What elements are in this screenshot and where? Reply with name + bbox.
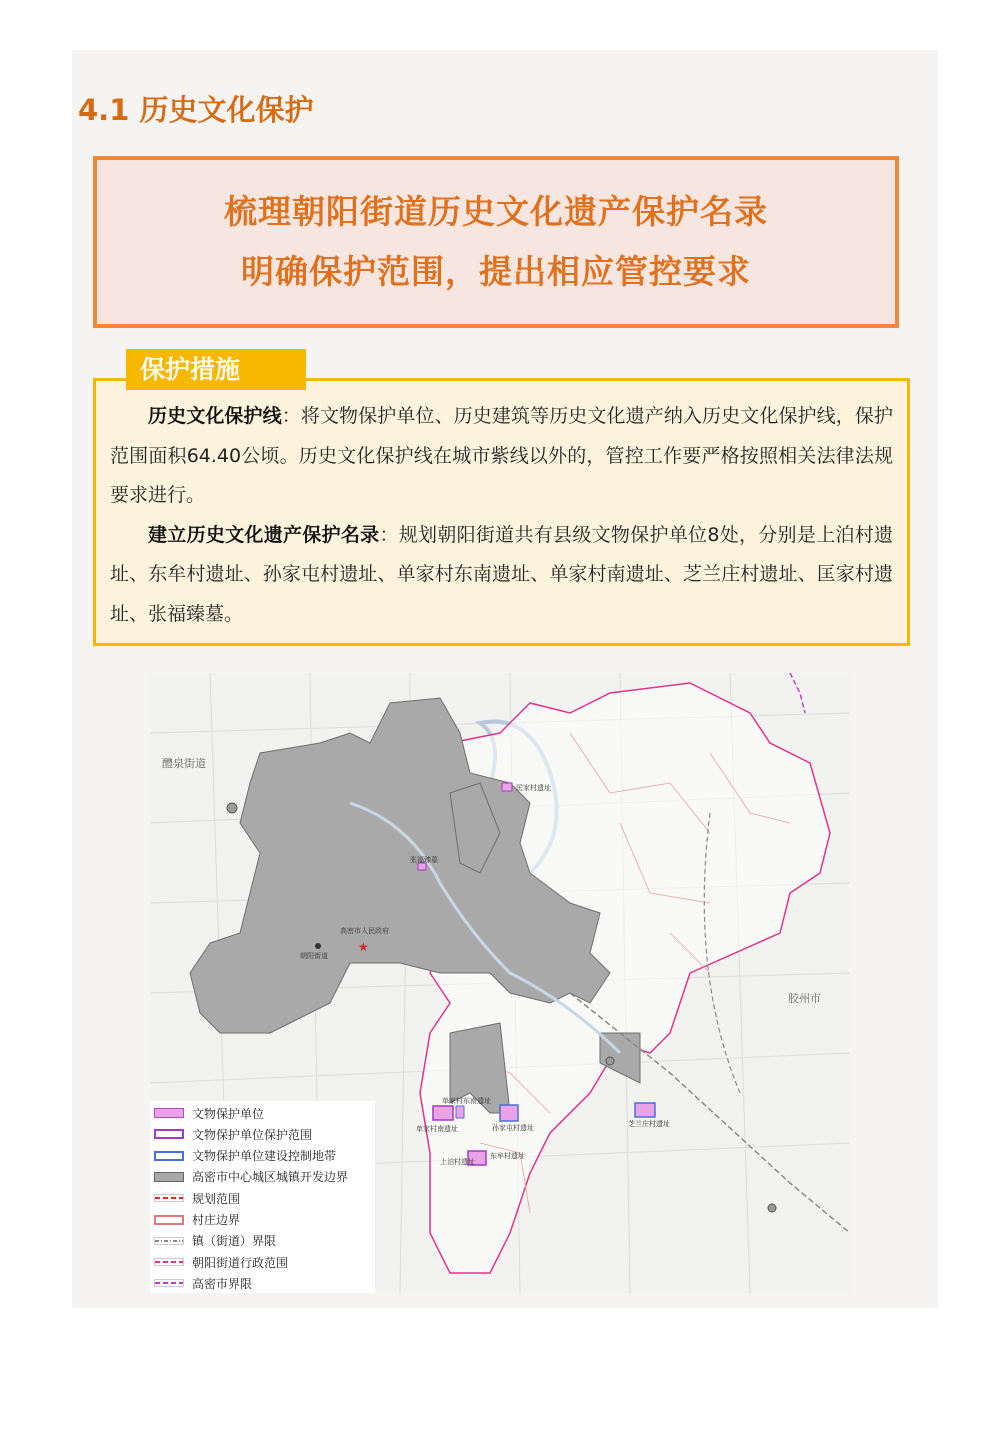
- paragraph-protection-line: [110, 397, 893, 516]
- paragraph-text: ：规划朝阳街道共有县级文物保护单位8处，分别是上泊村遗址、东牟村遗址、孙家屯村遗址、单家村东南遗址、单家村南遗址、芝兰庄村遗址、匡家村遗址、张福臻墓。: [110, 523, 893, 625]
- legend-item: [154, 1126, 312, 1142]
- legend-swatch: [154, 1237, 184, 1245]
- legend-item: [154, 1275, 252, 1291]
- site-label-sunjiatun: 孙家屯村遗址: [492, 1124, 534, 1132]
- legend-item: [154, 1169, 348, 1185]
- map-legend: [150, 1101, 375, 1293]
- legend-swatch: [154, 1108, 184, 1118]
- site-label-dongmu: 东牟村遗址: [490, 1152, 525, 1160]
- legend-label: 高密市中心城区城镇开发边界: [192, 1170, 349, 1185]
- heritage-map: [150, 673, 850, 1293]
- legend-label: 文物保护单位保护范围: [192, 1127, 313, 1142]
- section-title: 4.1 历史文化保护: [78, 93, 314, 127]
- legend-item: [154, 1105, 264, 1121]
- paragraph-lead: 建立历史文化遗产保护名录: [148, 523, 380, 546]
- site-label-kuangjia: 匡家村遗址: [516, 784, 551, 792]
- legend-swatch: [154, 1279, 184, 1287]
- paragraph-lead: 历史文化保护线: [148, 405, 282, 427]
- map-label-chaoyang: 朝阳街道: [300, 952, 328, 960]
- site-label-shangbo: 上泊村遗址: [440, 1158, 475, 1166]
- legend-swatch: [154, 1194, 184, 1202]
- paragraph-text: ：将文物保护单位、历史建筑等历史文化遗产纳入历史文化保护线，保护范围面积64.40公顷。历史文化保护线在城市紫线以外的，管控工作要严格按照相关法律法规要求进行。: [110, 405, 893, 506]
- legend-swatch: [154, 1215, 184, 1225]
- site-label-shanjia-south: 单家村南遗址: [416, 1125, 458, 1133]
- legend-swatch: [154, 1258, 184, 1266]
- site-label-zhangfuzhen: 张福臻墓: [410, 856, 438, 864]
- site-label-shanjia-southeast: 单家村东南遗址: [442, 1097, 491, 1105]
- map-label-jiaozhou: 胶州市: [788, 992, 821, 1005]
- legend-label: 文物保护单位建设控制地带: [192, 1149, 337, 1164]
- headline-line-2: 明确保护范围，提出相应管控要求: [241, 252, 751, 291]
- legend-item: [154, 1212, 240, 1228]
- legend-label: 镇（街道）界限: [192, 1234, 277, 1249]
- legend-item: [154, 1190, 240, 1206]
- legend-item: [154, 1148, 336, 1164]
- legend-swatch: [154, 1151, 184, 1161]
- measures-box: [93, 378, 910, 646]
- measures-tab: 保护措施: [126, 349, 306, 390]
- legend-label: 朝阳街道行政范围: [192, 1255, 289, 1270]
- legend-item: [154, 1233, 276, 1249]
- headline-line-1: 梳理朝阳街道历史文化遗产保护名录: [224, 192, 768, 231]
- site-label-zhilanzhuang: 芝兰庄村遗址: [628, 1120, 670, 1128]
- legend-label: 高密市界限: [192, 1276, 253, 1291]
- legend-label: 文物保护单位: [192, 1106, 265, 1121]
- legend-swatch: [154, 1172, 184, 1182]
- legend-swatch: [154, 1129, 184, 1139]
- map-label-government: 高密市人民政府: [340, 927, 389, 935]
- legend-label: 规划范围: [192, 1191, 241, 1206]
- map-label-liquan: 醴泉街道: [162, 757, 206, 770]
- headline-box: [93, 156, 899, 328]
- paragraph-heritage-list: [110, 516, 893, 635]
- legend-item: [154, 1254, 288, 1270]
- svg-text:★: ★: [358, 940, 369, 954]
- legend-label: 村庄边界: [192, 1213, 241, 1227]
